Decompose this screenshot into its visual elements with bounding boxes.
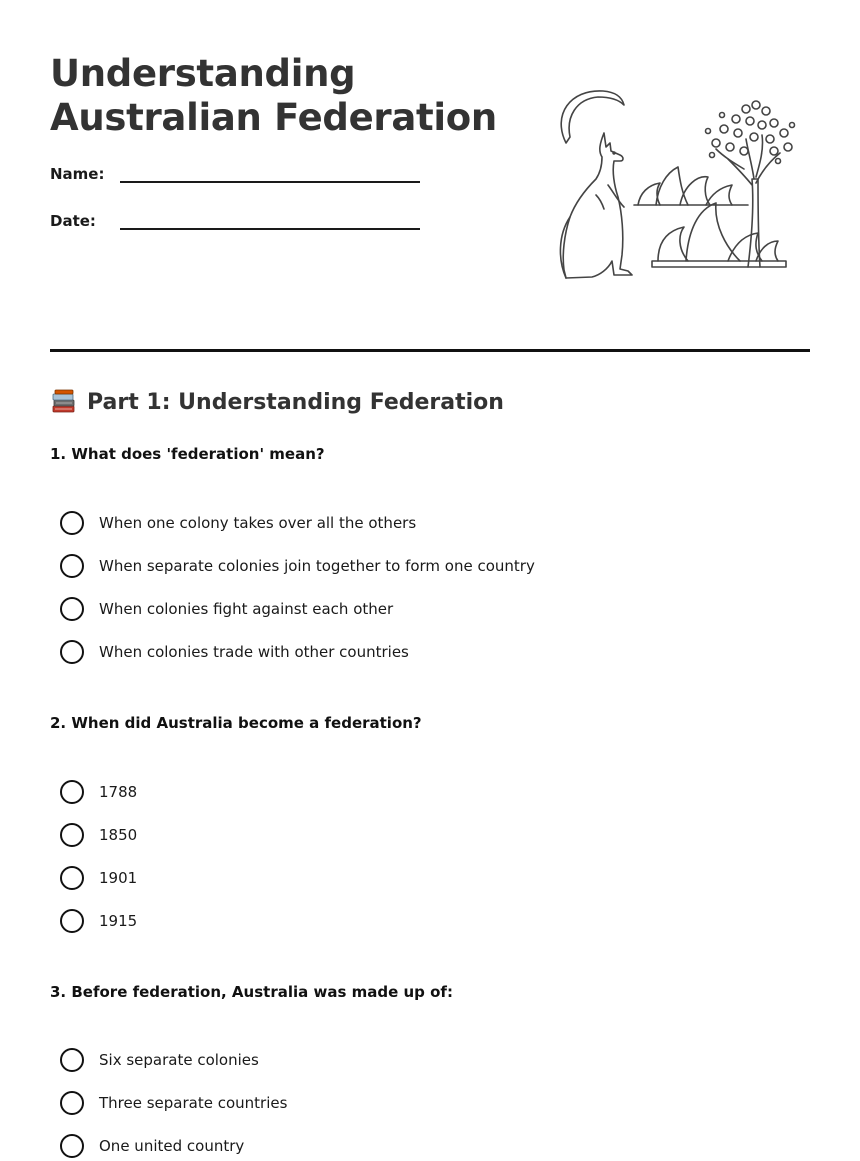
question-3-option-3[interactable] [60,1134,244,1158]
question-1: 1. What does 'federation' mean? [50,445,325,463]
date-label: Date: [50,212,96,230]
radio-button[interactable] [60,1134,84,1158]
tree-icon [706,101,795,267]
question-3-option-1[interactable] [60,1048,259,1072]
section-heading [50,388,504,416]
option-label: 1850 [99,826,138,844]
books-icon [50,388,78,416]
option-label: 1901 [99,869,138,887]
radio-button[interactable] [60,640,84,664]
radio-button[interactable] [60,511,84,535]
option-label: 1788 [99,783,138,801]
boomerang-icon [561,91,624,143]
radio-button[interactable] [60,1091,84,1115]
radio-button[interactable] [60,554,84,578]
australia-illustration [548,85,798,285]
option-label: Three separate countries [99,1094,288,1112]
option-label: 1915 [99,912,138,930]
option-label: When colonies fight against each other [99,600,394,618]
name-field-row [50,165,420,183]
section-title: Part 1: Understanding Federation [87,389,504,415]
question-3: 3. Before federation, Australia was made up of: [50,983,453,1001]
title-line-1: Understanding [50,52,356,95]
opera-house-icon [634,167,786,267]
date-line[interactable] [120,214,420,230]
radio-button[interactable] [60,823,84,847]
question-2-option-2[interactable] [60,823,137,847]
worksheet-title [50,52,497,140]
question-2: 2. When did Australia become a federation? [50,714,422,732]
question-2-option-4[interactable] [60,909,137,933]
date-field-row [50,212,420,230]
question-3-option-2[interactable] [60,1091,287,1115]
question-1-option-3[interactable] [60,597,393,621]
question-1-option-4[interactable] [60,640,409,664]
radio-button[interactable] [60,1048,84,1072]
option-label: When one colony takes over all the others [99,514,417,532]
name-label: Name: [50,165,105,183]
option-label: Six separate colonies [99,1051,259,1069]
radio-button[interactable] [60,597,84,621]
header-divider [50,349,810,352]
name-line[interactable] [120,167,420,183]
question-1-option-1[interactable] [60,511,416,535]
option-label: When colonies trade with other countries [99,643,409,661]
title-line-2: Australian Federation [50,96,497,139]
question-1-option-2[interactable] [60,554,535,578]
question-2-option-1[interactable] [60,780,137,804]
option-label: One united country [99,1137,245,1155]
radio-button[interactable] [60,909,84,933]
question-2-option-3[interactable] [60,866,137,890]
radio-button[interactable] [60,780,84,804]
kangaroo-icon [560,133,632,278]
option-label: When separate colonies join together to form one country [99,557,535,575]
radio-button[interactable] [60,866,84,890]
